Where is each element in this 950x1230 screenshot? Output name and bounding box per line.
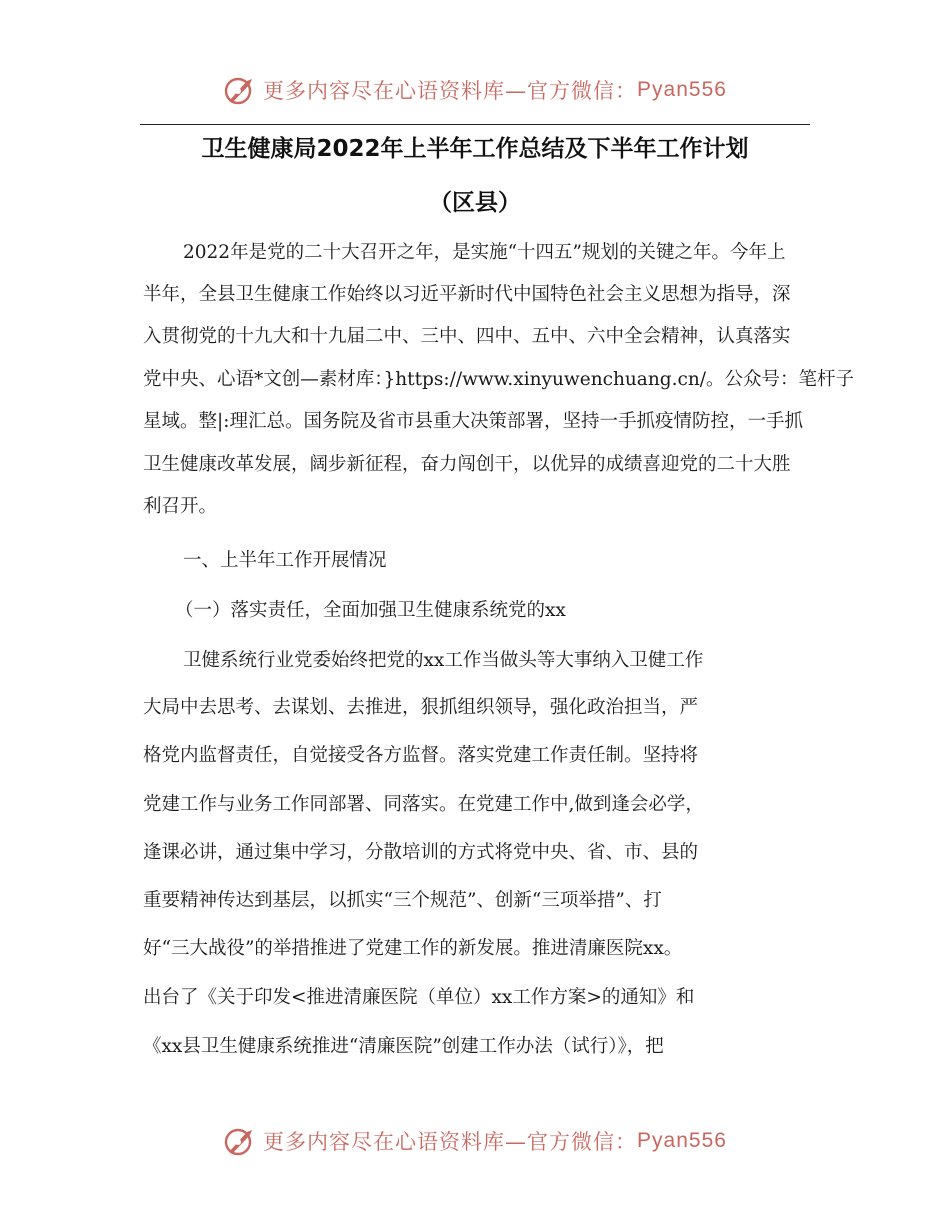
- section-heading: 一、上半年工作开展情况: [183, 550, 387, 571]
- text-line: 卫健系统行业党委始终把党的xx工作当做头等大事纳入卫健工作: [183, 650, 704, 671]
- text-line: 星域。整|:理汇总。国务院及省市县重大决策部署，坚持一手抓疫情防控，一手抓: [143, 411, 803, 432]
- stylized-pen-nib-logo-icon: [223, 1124, 257, 1158]
- text-line: 出台了《关于印发<推进清廉医院（单位）xx工作方案>的通知》和: [143, 987, 695, 1008]
- text-line: 党建工作与业务工作同部署、同落实。在党建工作中,做到逢会必学，: [143, 794, 704, 815]
- text-line: 《xx县卫生健康系统推进“清廉医院”创建工作办法（试行）》，把: [143, 1036, 664, 1057]
- text-line: 卫生健康改革发展，阔步新征程，奋力闯创干，以优异的成绩喜迎党的二十大胜: [143, 454, 791, 475]
- text-line: 格党内监督责任，自觉接受各方监督。落实党建工作责任制。坚持将: [143, 745, 699, 766]
- header-divider: [140, 124, 810, 125]
- text-line: 利召开。: [143, 496, 218, 517]
- text-line: 大局中去思考、去谋划、去推进，狠抓组织领导，强化政治担当，严: [143, 697, 699, 718]
- watermark-handle: Pyan556: [637, 1129, 727, 1152]
- watermark-text: 更多内容尽在心语资料库—官方微信：: [263, 1130, 638, 1154]
- footer-watermark: [0, 1121, 950, 1161]
- document-subtitle: （区县）: [429, 190, 521, 216]
- text-line: 半年，全县卫生健康工作始终以习近平新时代中国特色社会主义思想为指导，深: [143, 284, 791, 305]
- stylized-pen-nib-logo-icon: [223, 73, 257, 107]
- subsection-heading: （一）落实责任，全面加强卫生健康系统党的xx: [175, 600, 566, 621]
- document-title: 卫生健康局2022年上半年工作总结及下半年工作计划: [201, 136, 749, 162]
- text-line: 逢课必讲，通过集中学习，分散培训的方式将党中央、省、市、县的: [143, 842, 699, 863]
- header-watermark: [0, 70, 950, 110]
- text-line: 入贯彻党的十九大和十九届二中、三中、四中、五中、六中全会精神，认真落实: [143, 326, 791, 347]
- text-line: 党中央、心语*文创—素材库：}https://www.xinyuwenchuang.cn/。公众号：笔杆子: [143, 369, 854, 390]
- text-line: 重要精神传达到基层，以抓实“三个规范”、创新“三项举措”、打: [143, 890, 662, 911]
- watermark-text: 更多内容尽在心语资料库—官方微信：: [263, 79, 638, 103]
- watermark-handle: Pyan556: [637, 78, 727, 101]
- text-line: 2022年是党的二十大召开之年，是实施“十四五”规划的关键之年。今年上: [183, 242, 786, 263]
- text-line: 好“三大战役”的举措推进了党建工作的新发展。推进清廉医院xx。: [143, 938, 683, 959]
